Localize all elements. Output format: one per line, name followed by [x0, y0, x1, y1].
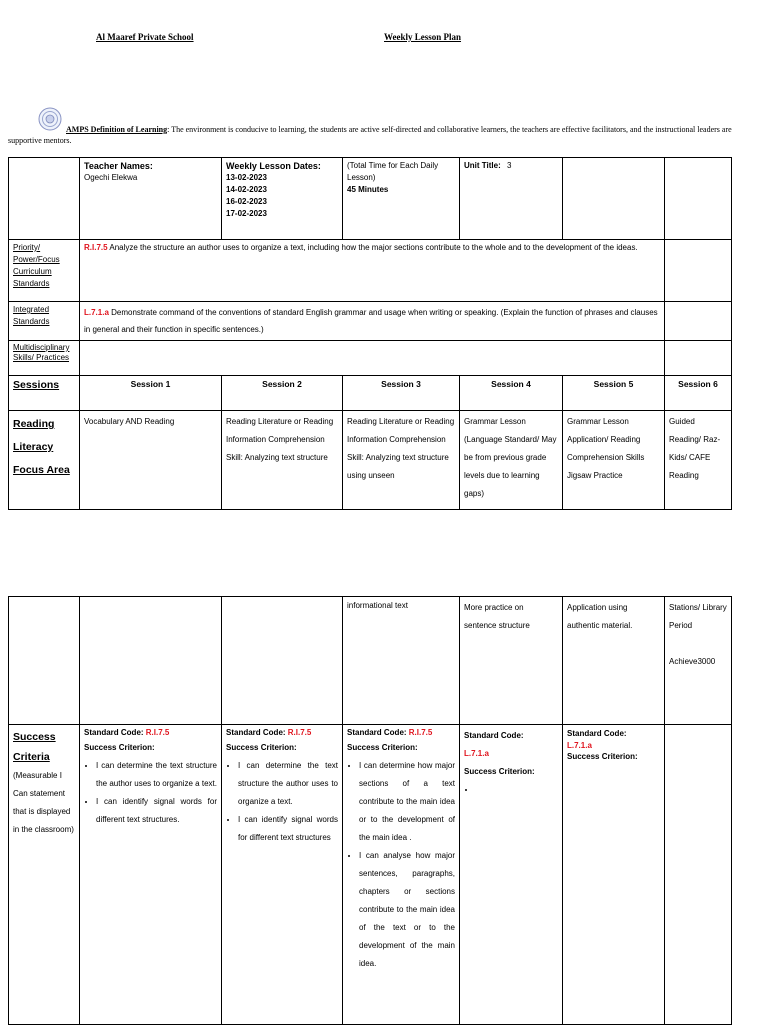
criterion-item: • I can determine how major sections of a text contribute to the main idea or to the development of the main idea . — [359, 757, 455, 847]
criterion-item: • I can identify signal words for different text structures. — [96, 793, 217, 829]
priority-text: Analyze the structure an author uses to organize a text, including how the major sections contribute to the whole and to the development of the ideas. — [107, 243, 638, 252]
continued-cell: informational text — [343, 597, 460, 725]
criteria-list — [84, 757, 217, 829]
teacher-name: Ogechi Elekwa — [84, 173, 138, 182]
lesson-plan-table-bottom — [8, 596, 732, 1025]
reading-cell: Vocabulary AND Reading — [80, 411, 222, 510]
school-name: Al Maaref Private School — [96, 32, 194, 42]
date-item: 16-02-2023 — [226, 197, 267, 206]
blank-cell — [222, 597, 343, 725]
session-header: Session 4 — [460, 376, 563, 411]
reading-cell: Reading Literature or Reading Information Comprehension Skill: Analyzing text structure — [222, 411, 343, 510]
reading-cell: Grammar Lesson Application/ Reading Comprehension Skills Jigsaw Practice — [563, 411, 665, 510]
criterion-item: • I can determine the text structure the author uses to organize a text. — [96, 757, 217, 793]
success-row — [9, 725, 732, 1025]
dates-label: Weekly Lesson Dates: — [226, 161, 321, 171]
integrated-standard — [80, 302, 665, 341]
definition-text: : The environment is conducive to learning, the students are active self-directed and collaborative learners, the teachers are effective facilitators, and the instructional leaders are supportive mentors. — [8, 125, 732, 145]
plan-title: Weekly Lesson Plan — [384, 32, 462, 42]
multidisciplinary-row — [9, 341, 732, 376]
criteria-list — [226, 757, 338, 847]
standard-code: L.7.1.a — [464, 749, 489, 758]
criteria-list — [464, 781, 558, 799]
criterion-label: Success Criterion: — [464, 767, 535, 776]
reading-label: Reading Literacy Focus Area — [9, 411, 80, 510]
blank-cell — [80, 597, 222, 725]
blank-cell — [80, 341, 665, 376]
teacher-cell — [80, 158, 222, 240]
standard-label: Standard Code: — [567, 729, 627, 738]
header-row — [9, 158, 732, 240]
continued-cell: More practice on sentence structure — [460, 597, 563, 725]
reading-cell: Guided Reading/ Raz-Kids/ CAFE Reading — [665, 411, 732, 510]
time-value: 45 Minutes — [347, 185, 389, 194]
session-header: Session 6 — [665, 376, 732, 411]
time-cell — [343, 158, 460, 240]
blank-cell — [665, 725, 732, 1025]
success-cell-4 — [460, 725, 563, 1025]
integrated-text: Demonstrate command of the conventions of standard English grammar and usage when writing or speaking. (Explain the function of phrases and clauses in general and their function in specific sentences.) — [84, 308, 658, 334]
success-cell-2 — [222, 725, 343, 1025]
priority-label: Priority/ Power/Focus Curriculum Standards — [9, 240, 80, 302]
blank-cell — [665, 341, 732, 376]
session-header: Session 1 — [80, 376, 222, 411]
criterion-item: • I can determine the text structure the author uses to organize a text. — [238, 757, 338, 811]
success-cell-3 — [343, 725, 460, 1025]
continued-text: Stations/ Library Period — [669, 603, 727, 630]
standard-label: Standard Code: — [464, 731, 524, 740]
continued-text: Achieve3000 — [669, 657, 716, 666]
session-header: Session 5 — [563, 376, 665, 411]
blank-cell — [665, 158, 732, 240]
date-item: 14-02-2023 — [226, 185, 267, 194]
sessions-label: Sessions — [9, 376, 80, 411]
reading-cell: Grammar Lesson (Language Standard/ May be from previous grade levels due to learning gaps) — [460, 411, 563, 510]
date-item: 17-02-2023 — [226, 209, 267, 218]
continued-row — [9, 597, 732, 725]
blank-cell — [9, 158, 80, 240]
priority-standard — [80, 240, 665, 302]
blank-cell — [665, 240, 732, 302]
criterion-item: • I can identify signal words for different text structures — [238, 811, 338, 847]
continued-cell: Application using authentic material. — [563, 597, 665, 725]
reading-row — [9, 411, 732, 510]
unit-label: Unit Title: — [464, 161, 501, 170]
criterion-label: Success Criterion: — [226, 743, 297, 752]
definition-label: AMPS Definition of Learning — [66, 125, 168, 134]
blank-cell — [563, 158, 665, 240]
priority-row — [9, 240, 732, 302]
sessions-row — [9, 376, 732, 411]
dates-cell — [222, 158, 343, 240]
success-cell-1 — [80, 725, 222, 1025]
standard-line: Standard Code: R.I.7.5 — [347, 728, 433, 737]
standard-line: Standard Code: R.I.7.5 — [84, 728, 170, 737]
integrated-code: L.7.1.a — [84, 308, 109, 317]
session-header: Session 2 — [222, 376, 343, 411]
criterion-item: • I can analyse how major sentences, paragraphs, chapters or sections contribute to the main idea of the text or to the development of the main idea. — [359, 847, 455, 973]
criterion-item — [476, 781, 558, 799]
date-item: 13-02-2023 — [226, 173, 267, 182]
success-label-cell — [9, 725, 80, 1025]
integrated-row — [9, 302, 732, 341]
time-label: (Total Time for Each Daily Lesson) — [347, 161, 439, 182]
success-note: (Measurable I Can statement that is displayed in the classroom) — [13, 771, 74, 834]
reading-cell: Reading Literature or Reading Information Comprehension Skill: Analyzing text structure using unseen — [343, 411, 460, 510]
blank-cell — [665, 302, 732, 341]
integrated-label: Integrated Standards — [9, 302, 80, 341]
continued-cell — [665, 597, 732, 725]
unit-cell — [460, 158, 563, 240]
criteria-list — [347, 757, 455, 973]
session-header: Session 3 — [343, 376, 460, 411]
blank-cell — [9, 597, 80, 725]
lesson-plan-table-top — [8, 157, 732, 510]
teacher-label: Teacher Names: — [84, 161, 153, 171]
success-label: Success Criteria — [13, 731, 56, 763]
definition-block — [8, 124, 760, 146]
criterion-label: Success Criterion: — [347, 743, 418, 752]
multidisciplinary-label: Multidisciplinary Skills/ Practices — [9, 341, 80, 376]
unit-value: 3 — [506, 161, 512, 170]
standard-code: L.7.1.a — [567, 741, 592, 750]
standard-line: Standard Code: R.I.7.5 — [226, 728, 312, 737]
criterion-label: Success Criterion: — [84, 743, 155, 752]
criterion-label: Success Criterion: — [567, 752, 638, 761]
success-cell-5 — [563, 725, 665, 1025]
priority-code: R.I.7.5 — [84, 243, 108, 252]
